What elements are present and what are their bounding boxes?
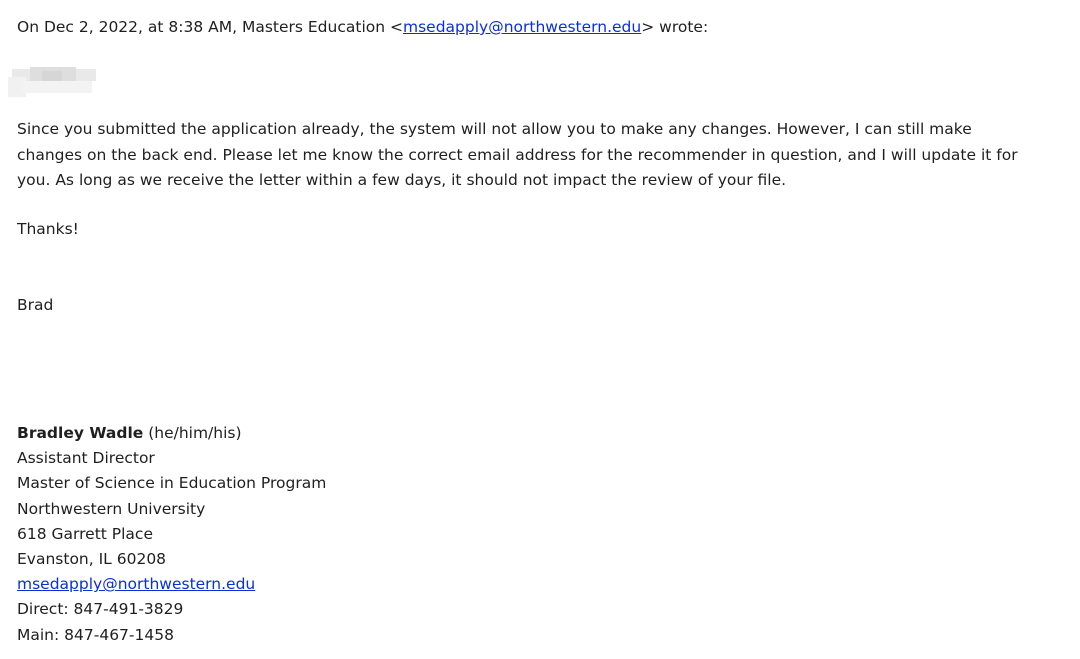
signature-email-link[interactable]: msedapply@northwestern.edu <box>17 575 256 594</box>
signature-university: Northwestern University <box>17 499 206 518</box>
quoted-header-suffix: > wrote: <box>641 18 709 36</box>
signature-program: Master of Science in Education Program <box>17 474 327 493</box>
signature-direct-phone: Direct: 847-491-3829 <box>17 600 184 619</box>
body-line: you. As long as we receive the letter within a few days, it should not impact the review of your file. <box>17 171 787 189</box>
signature-pronouns: (he/him/his) <box>143 424 242 442</box>
signature-main-phone: Main: 847-467-1458 <box>17 625 174 644</box>
quoted-header <box>17 15 708 40</box>
signature-name: Bradley Wadle <box>17 424 144 442</box>
thanks-text: Thanks! <box>17 220 79 238</box>
signature-name-line <box>17 421 326 446</box>
signature-street: 618 Garrett Place <box>17 524 153 543</box>
message-body <box>17 117 1018 194</box>
signature-title: Assistant Director <box>17 449 155 468</box>
sender-email-link[interactable]: msedapply@northwestern.edu <box>402 18 642 36</box>
signature-city: Evanston, IL 60208 <box>17 550 167 569</box>
redacted-greeting <box>8 67 94 97</box>
email-signature <box>17 421 326 648</box>
closing-name: Brad <box>17 296 54 314</box>
quoted-header-prefix: On Dec 2, 2022, at 8:38 AM, Masters Education < <box>17 18 403 36</box>
body-line: changes on the back end. Please let me know the correct email address for the recommender in question, and I will update it for <box>17 145 1018 164</box>
body-line: Since you submitted the application already, the system will not allow you to make any changes. However, I can still make <box>17 120 972 138</box>
